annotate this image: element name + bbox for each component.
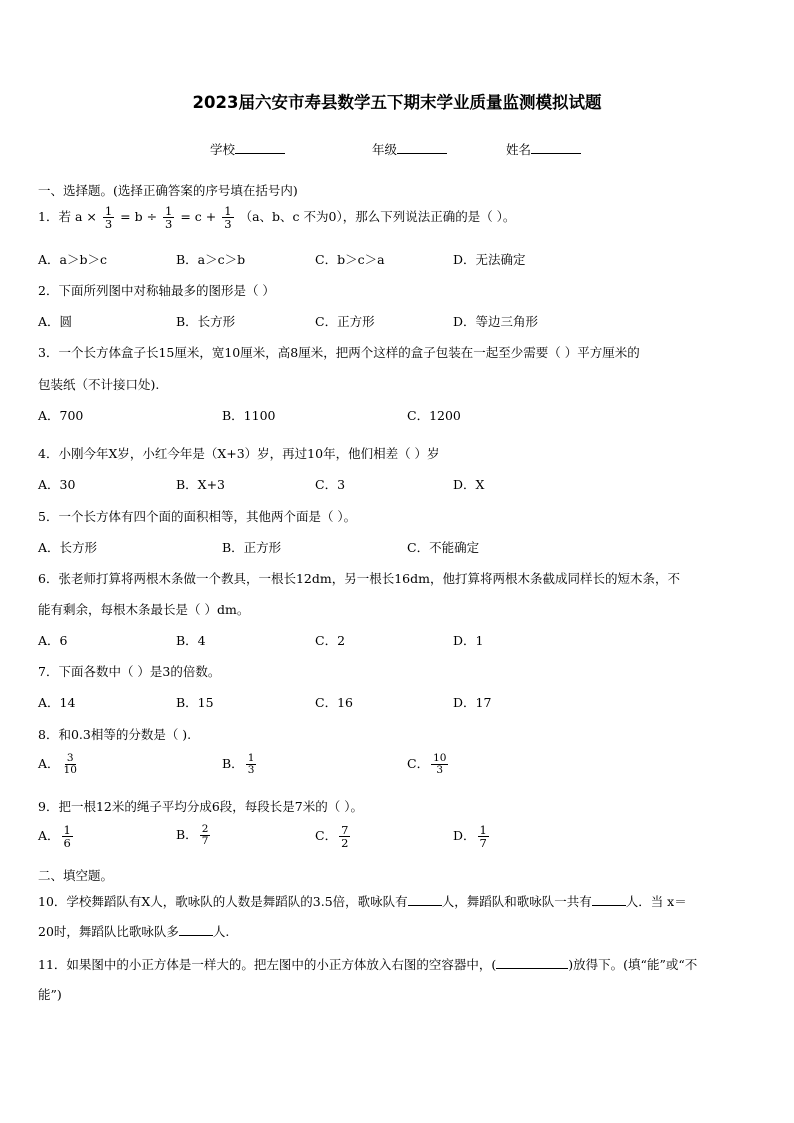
question-11-line-1 bbox=[38, 955, 697, 973]
q9-option-d-label: D． bbox=[453, 828, 476, 844]
q4-option-b[interactable]: B．X+3 bbox=[176, 477, 226, 492]
q10-text-5: 人. bbox=[212, 924, 230, 939]
q10-text-4: 20时，舞蹈队比歌咏队多 bbox=[38, 924, 179, 939]
q4-option-a[interactable]: A．30 bbox=[38, 477, 76, 492]
question-6-line-1: 6．张老师打算将两根木条做一个教具，一根长12dm，另一根长16dm，他打算将两根木条截成同样长的短木条，不 bbox=[38, 571, 680, 586]
q11-blank[interactable] bbox=[496, 955, 568, 969]
q8-option-a[interactable] bbox=[38, 753, 81, 776]
q1-option-b[interactable]: B．a＞c＞b bbox=[176, 252, 246, 267]
q6-option-c[interactable]: C．2 bbox=[315, 633, 346, 648]
q10-text-1: 10．学校舞蹈队有X人，歌咏队的人数是舞蹈队的3.5倍，歌咏队有 bbox=[38, 894, 408, 909]
q6-option-d[interactable]: D．1 bbox=[453, 633, 484, 648]
name-field bbox=[506, 140, 581, 158]
q2-option-b[interactable]: B．长方形 bbox=[176, 314, 236, 329]
question-10-line-2 bbox=[38, 922, 229, 940]
q10-text-3: 人．当 x＝ bbox=[625, 894, 687, 909]
question-10-line-1 bbox=[38, 892, 687, 910]
q3-option-c[interactable]: C．1200 bbox=[407, 408, 461, 423]
question-2: 2．下面所列图中对称轴最多的图形是（ ） bbox=[38, 283, 275, 298]
q6-option-a[interactable]: A．6 bbox=[38, 633, 68, 648]
q9-option-c-fraction: $\frac{7}{2}$ bbox=[341, 823, 349, 851]
q8-option-a-fraction: $\frac{3}{10}$ bbox=[63, 752, 77, 777]
q9-option-b-label: B． bbox=[176, 827, 198, 843]
name-blank[interactable] bbox=[531, 140, 581, 154]
grade-blank[interactable] bbox=[397, 140, 447, 154]
q5-option-c[interactable]: C．不能确定 bbox=[407, 540, 480, 555]
q1-option-c[interactable]: C．b＞c＞a bbox=[315, 252, 385, 267]
question-6-line-2: 能有剩余，每根木条最长是（ ）dm。 bbox=[38, 602, 250, 617]
page-title: 2023届六安市寿县数学五下期末学业质量监测模拟试题 bbox=[192, 93, 602, 112]
q9-option-c-label: C． bbox=[315, 828, 338, 844]
q4-option-c[interactable]: C．3 bbox=[315, 477, 346, 492]
q9-option-b-fraction: $\frac{2}{7}$ bbox=[201, 823, 209, 848]
question-4: 4．小刚今年X岁，小红今年是（X+3）岁，再过10年，他们相差（ ）岁 bbox=[38, 446, 440, 461]
school-label: 学校 bbox=[210, 142, 236, 157]
q8-option-c-label: C． bbox=[407, 756, 430, 772]
q8-option-c[interactable] bbox=[407, 753, 450, 776]
school-field bbox=[210, 140, 285, 158]
q2-option-d[interactable]: D．等边三角形 bbox=[453, 314, 539, 329]
q2-option-c[interactable]: C．正方形 bbox=[315, 314, 375, 329]
q10-text-2: 人，舞蹈队和歌咏队一共有 bbox=[441, 894, 592, 909]
q1-prefix: 若 bbox=[58, 209, 71, 225]
q1-number: 1． bbox=[38, 209, 59, 225]
q1-option-a[interactable]: A．a＞b＞c bbox=[38, 252, 107, 267]
q3-option-b[interactable]: B．1100 bbox=[222, 408, 276, 423]
q9-option-d[interactable] bbox=[453, 824, 491, 849]
q9-option-a[interactable] bbox=[38, 824, 75, 849]
q1-fraction-1: $\frac{1}{3}$ bbox=[104, 204, 113, 232]
q1-option-d[interactable]: D．无法确定 bbox=[453, 252, 526, 267]
q7-option-b[interactable]: B．15 bbox=[176, 695, 214, 710]
q1-b-div: = b ÷ bbox=[120, 209, 158, 225]
q1-c-plus: = c + bbox=[180, 209, 217, 225]
q8-option-b-label: B． bbox=[222, 756, 244, 772]
q1-fraction-2: $\frac{1}{3}$ bbox=[165, 204, 173, 232]
q9-option-c[interactable] bbox=[315, 824, 352, 849]
q7-option-d[interactable]: D．17 bbox=[453, 695, 492, 710]
q11-text-2: )放得下。(填“能”或“不 bbox=[568, 957, 698, 972]
question-3-line-2: 包装纸（不计接口处). bbox=[38, 377, 160, 392]
q9-option-a-fraction: $\frac{1}{6}$ bbox=[63, 823, 71, 851]
q3-option-a[interactable]: A．700 bbox=[38, 408, 84, 423]
question-11-line-2: 能”) bbox=[38, 987, 62, 1002]
q8-option-b-fraction: $\frac{1}{3}$ bbox=[247, 752, 255, 777]
question-8: 8．和0.3相等的分数是（ ). bbox=[38, 727, 192, 742]
q9-option-b[interactable] bbox=[176, 824, 212, 847]
q8-option-c-fraction: $\frac{10}{3}$ bbox=[433, 752, 447, 777]
q1-suffix: （a、b、c 不为0），那么下列说法正确的是（ ）。 bbox=[239, 209, 516, 225]
question-1 bbox=[38, 205, 515, 230]
q8-option-b[interactable] bbox=[222, 753, 258, 776]
question-7: 7．下面各数中（ ）是3的倍数。 bbox=[38, 664, 221, 679]
question-3-line-1: 3．一个长方体盒子长15厘米，宽10厘米，高8厘米，把两个这样的盒子包装在一起至少需要（ ）平方厘米的 bbox=[38, 345, 640, 360]
q7-option-c[interactable]: C．16 bbox=[315, 695, 353, 710]
q9-option-a-label: A． bbox=[38, 828, 60, 844]
q5-option-b[interactable]: B．正方形 bbox=[222, 540, 282, 555]
q10-blank-2[interactable] bbox=[592, 892, 626, 906]
section-2-heading: 二、填空题。 bbox=[38, 868, 114, 883]
question-9: 9．把一根12米的绳子平均分成6段，每段长是7米的（ ）。 bbox=[38, 799, 363, 814]
q1-a-times: a × bbox=[74, 209, 97, 225]
name-label: 姓名 bbox=[506, 142, 532, 157]
q8-option-a-label: A． bbox=[38, 756, 60, 772]
grade-field bbox=[372, 140, 447, 158]
school-blank[interactable] bbox=[235, 140, 285, 154]
question-5: 5．一个长方体有四个面的面积相等，其他两个面是（ ）。 bbox=[38, 509, 357, 524]
section-1-heading: 一、选择题。(选择正确答案的序号填在括号内) bbox=[38, 183, 298, 198]
q2-option-a[interactable]: A．圆 bbox=[38, 314, 73, 329]
q9-option-d-fraction: $\frac{1}{7}$ bbox=[479, 823, 487, 851]
grade-label: 年级 bbox=[372, 142, 398, 157]
q1-fraction-3: $\frac{1}{3}$ bbox=[224, 204, 232, 232]
q10-blank-1[interactable] bbox=[408, 892, 442, 906]
q6-option-b[interactable]: B．4 bbox=[176, 633, 206, 648]
q11-text-1: 11．如果图中的小正方体是一样大的。把左图中的小正方体放入右图的空容器中，( bbox=[38, 957, 497, 972]
q4-option-d[interactable]: D．X bbox=[453, 477, 485, 492]
q5-option-a[interactable]: A．长方形 bbox=[38, 540, 98, 555]
q7-option-a[interactable]: A．14 bbox=[38, 695, 76, 710]
q10-blank-3[interactable] bbox=[179, 922, 213, 936]
